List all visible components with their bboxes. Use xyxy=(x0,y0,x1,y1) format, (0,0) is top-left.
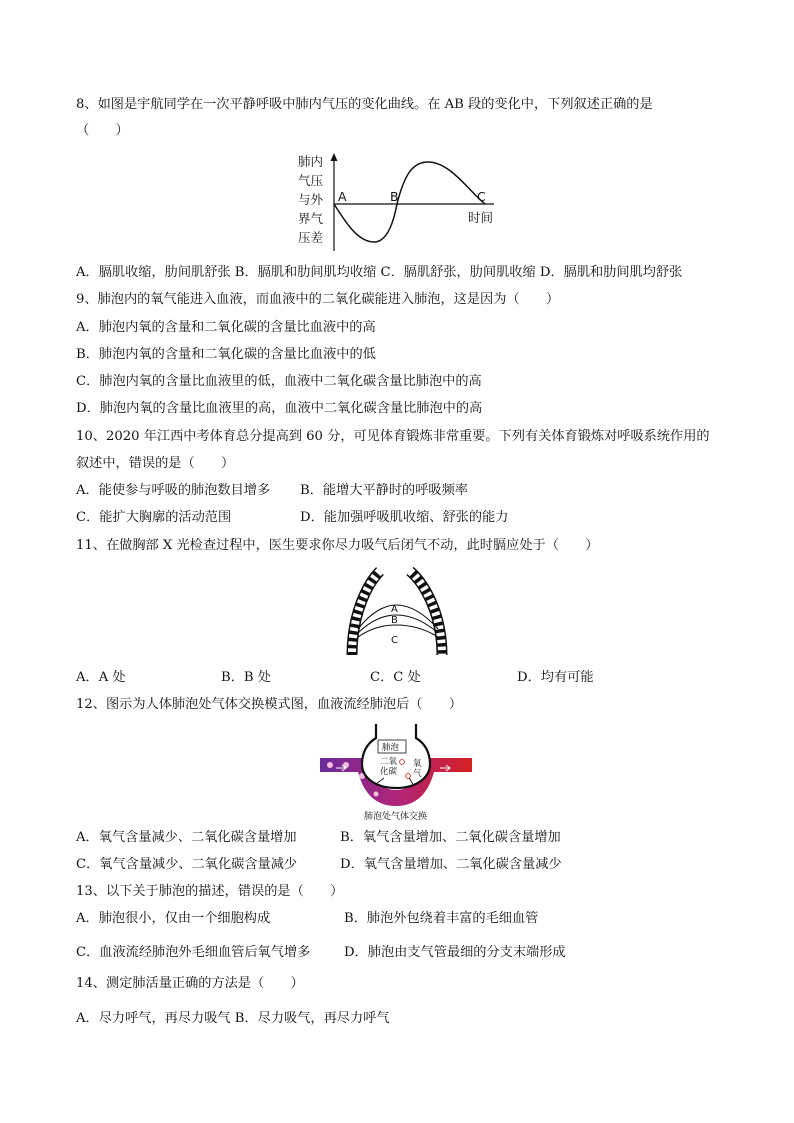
q11-label-c: C xyxy=(391,635,398,646)
q13-option-c: C．血液流经肺泡外毛细血管后氧气增多 xyxy=(76,945,311,960)
q8-pressure-curve xyxy=(334,162,485,242)
q12-option-c: C．氧气含量减少、二氧化碳含量减少 xyxy=(76,857,298,872)
q11-diaphragm-c xyxy=(358,625,438,637)
q14-stem: 14、测定肺活量正确的方法是（ ） xyxy=(76,976,304,991)
q14-options: A．尽力呼气，再尽力吸气 B．尽力吸气，再尽力呼气 xyxy=(76,1011,390,1026)
q8-xlabel: 时间 xyxy=(468,210,494,225)
q12-blood-cell xyxy=(343,762,349,768)
q11-diaphragm-figure xyxy=(338,565,468,660)
q8-ylabel-line: 压差 xyxy=(298,230,324,245)
q8-ylabel-line: 界气 xyxy=(298,211,324,226)
q12-co2-label: 化碳 xyxy=(380,767,398,777)
q12-o2-label: 氧 xyxy=(413,759,422,769)
q13-option-b: B．肺泡外包绕着丰富的毛细血管 xyxy=(344,911,539,926)
q10-option-a: A．能使参与呼吸的肺泡数目增多 xyxy=(76,483,271,498)
q12-option-d: D．氧气含量增加、二氧化碳含量减少 xyxy=(340,857,562,872)
q12-caption: 肺泡处气体交换 xyxy=(364,812,428,822)
q12-o2-label: 气 xyxy=(413,769,422,779)
q12-gas-exchange-diagram xyxy=(316,718,476,823)
q11-option-b: B．B 处 xyxy=(221,670,271,685)
q12-co2-label: 二氧 xyxy=(380,757,398,767)
q9-option-d: D．肺泡内氧的含量比血液里的高，血液中二氧化碳含量比肺泡中的高 xyxy=(76,401,483,416)
q8-ylabel-line: 气压 xyxy=(298,173,324,188)
q12-blood-cell xyxy=(374,792,379,797)
q11-option-a: A．A 处 xyxy=(76,670,126,685)
q12-blood-cell xyxy=(327,762,333,768)
q8-pressure-graph xyxy=(290,150,510,255)
q10-option-b: B．能增大平静时的呼吸频率 xyxy=(300,483,468,498)
q10-option-c: C．能扩大胸廓的活动范围 xyxy=(76,510,232,525)
q8-point-A: A xyxy=(338,189,347,204)
q8-options: A．膈肌收缩，肋间肌舒张 B．膈肌和肋间肌均收缩 C．膈肌舒张，肋间肌收缩 D．膈肌和肋间肌均舒张 xyxy=(76,265,683,280)
q13-stem: 13、以下关于肺泡的描述，错误的是（ ） xyxy=(76,884,344,899)
q12-stem: 12、图示为人体肺泡处气体交换模式图，血液流经肺泡后（ ） xyxy=(76,697,463,712)
q9-option-b: B．肺泡内氧的含量和二氧化碳的含量比血液中的低 xyxy=(76,347,376,362)
q12-gas-molecule xyxy=(406,774,411,779)
q8-point-C: C xyxy=(477,189,486,204)
q8-graph-ylabel xyxy=(298,154,324,245)
q11-option-d: D．均有可能 xyxy=(517,670,594,685)
q8-y-axis-arrow xyxy=(331,153,338,161)
q9-option-c: C．肺泡内氧的含量比血液里的低，血液中二氧化碳含量比肺泡中的高 xyxy=(76,374,482,389)
q9-stem: 9、肺泡内的氧气能进入血液，而血液中的二氧化碳能进入肺泡，这是因为（ ） xyxy=(76,292,560,307)
q8-stem: 8、如图是宇航同学在一次平静呼吸中肺内气压的变化曲线。在 AB 段的变化中，下列叙述正确的是 xyxy=(76,97,653,112)
q13-option-d: D．肺泡由支气管最细的分支末端形成 xyxy=(344,945,566,960)
q8-point-B: B xyxy=(390,189,399,204)
q10-stem-line2: 叙述中，错误的是（ ） xyxy=(76,456,235,471)
q11-option-c: C．C 处 xyxy=(370,670,421,685)
q11-stem: 11、在做胸部 X 光检查过程中，医生要求你尽力吸气后闭气不动，此时膈应处于（ ） xyxy=(76,538,599,553)
q12-option-b: B．氧气含量增加、二氧化碳含量增加 xyxy=(340,830,561,845)
q10-stem-line1: 10、2020 年江西中考体育总分提高到 60 分，可见体育锻炼非常重要。下列有关体育锻炼对呼吸系统作用的 xyxy=(76,429,710,444)
q12-alveolus-label: 肺泡 xyxy=(382,743,400,753)
q9-option-a: A．肺泡内氧的含量和二氧化碳的含量比血液中的高 xyxy=(76,320,376,335)
q8-answer-blank: （ ） xyxy=(76,123,129,138)
q13-option-a: A．肺泡很小，仅由一个细胞构成 xyxy=(76,911,271,926)
q12-option-a: A．氧气含量减少、二氧化碳含量增加 xyxy=(76,830,297,845)
q8-ylabel-line: 与外 xyxy=(298,192,324,207)
q11-label-b: B xyxy=(391,615,398,626)
q12-gas-molecule xyxy=(400,760,405,765)
q8-ylabel-line: 肺内 xyxy=(298,154,324,169)
q10-option-d: D．能加强呼吸肌收缩、舒张的能力 xyxy=(300,510,509,525)
q11-label-a: A xyxy=(391,604,398,615)
